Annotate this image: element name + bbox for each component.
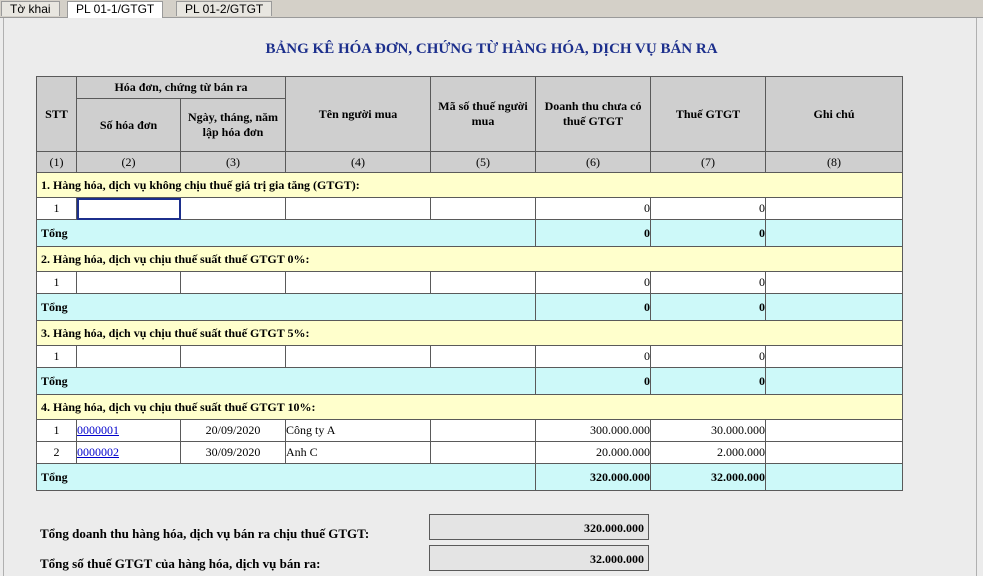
note-cell[interactable]	[766, 346, 903, 368]
total-revenue: 320.000.000	[536, 464, 651, 491]
invoice-no-cell[interactable]	[77, 346, 181, 368]
revenue-cell[interactable]: 20.000.000	[536, 442, 651, 464]
col-buyer-name: Tên người mua	[286, 77, 431, 152]
total-vat: 0	[651, 368, 766, 395]
invoice-date-cell[interactable]	[181, 198, 286, 220]
total-vat: 32.000.000	[651, 464, 766, 491]
invoice-table	[36, 76, 903, 491]
col-vat: Thuế GTGT	[651, 77, 766, 152]
summary-revenue-value: 320.000.000	[429, 514, 649, 540]
section-2-title: 2. Hàng hóa, dịch vụ chịu thuế suất thuế GTGT 0%:	[37, 247, 903, 272]
col-invoice-group: Hóa đơn, chứng từ bán ra	[77, 77, 286, 99]
idx-8: (8)	[766, 152, 903, 173]
idx-6: (6)	[536, 152, 651, 173]
invoice-date-cell[interactable]: 20/09/2020	[181, 420, 286, 442]
vat-cell[interactable]: 0	[651, 272, 766, 294]
invoice-date-cell[interactable]	[181, 346, 286, 368]
idx-4: (4)	[286, 152, 431, 173]
buyer-name-cell[interactable]	[286, 272, 431, 294]
col-buyer-tax: Mã số thuế người mua	[431, 77, 536, 152]
total-vat: 0	[651, 220, 766, 247]
total-vat: 0	[651, 294, 766, 321]
note-cell[interactable]	[766, 198, 903, 220]
note-cell[interactable]	[766, 442, 903, 464]
invoice-no-cell[interactable]	[77, 272, 181, 294]
invoice-date-cell[interactable]: 30/09/2020	[181, 442, 286, 464]
vat-cell[interactable]: 0	[651, 346, 766, 368]
tab-to-khai[interactable]: Tờ khai	[1, 1, 60, 16]
row-stt: 1	[37, 346, 77, 368]
total-note	[766, 368, 903, 395]
idx-3: (3)	[181, 152, 286, 173]
total-label: Tổng	[37, 368, 536, 395]
buyer-name-cell[interactable]	[286, 346, 431, 368]
total-note	[766, 464, 903, 491]
revenue-cell[interactable]: 0	[536, 198, 651, 220]
invoice-no-cell[interactable]	[77, 198, 181, 220]
idx-2: (2)	[77, 152, 181, 173]
col-invoice-date: Ngày, tháng, năm lập hóa đơn	[181, 99, 286, 152]
buyer-tax-cell[interactable]	[431, 272, 536, 294]
table-row	[37, 346, 903, 368]
buyer-name-cell[interactable]: Anh C	[286, 442, 431, 464]
buyer-tax-cell[interactable]	[431, 346, 536, 368]
idx-5: (5)	[431, 152, 536, 173]
summary-vat-label: Tổng số thuế GTGT của hàng hóa, dịch vụ bán ra:	[40, 556, 321, 571]
col-revenue: Doanh thu chưa có thuế GTGT	[536, 77, 651, 152]
buyer-tax-cell[interactable]	[431, 198, 536, 220]
section-1-title: 1. Hàng hóa, dịch vụ không chịu thuế giá trị gia tăng (GTGT):	[37, 173, 903, 198]
invoice-date-cell[interactable]	[181, 272, 286, 294]
row-stt: 1	[37, 198, 77, 220]
revenue-cell[interactable]: 0	[536, 346, 651, 368]
table-row	[37, 272, 903, 294]
tab-bar	[0, 0, 983, 18]
section-4-title: 4. Hàng hóa, dịch vụ chịu thuế suất thuế GTGT 10%:	[37, 395, 903, 420]
col-stt: STT	[37, 77, 77, 152]
tab-pl-01-2[interactable]: PL 01-2/GTGT	[176, 1, 272, 16]
note-cell[interactable]	[766, 420, 903, 442]
invoice-no-cell[interactable]	[77, 420, 181, 442]
section-3-title: 3. Hàng hóa, dịch vụ chịu thuế suất thuế GTGT 5%:	[37, 321, 903, 346]
summary-vat-value: 32.000.000	[429, 545, 649, 571]
buyer-name-cell[interactable]: Công ty A	[286, 420, 431, 442]
vat-cell[interactable]: 30.000.000	[651, 420, 766, 442]
table-row	[37, 420, 903, 442]
vat-cell[interactable]: 0	[651, 198, 766, 220]
invoice-no-cell[interactable]	[77, 442, 181, 464]
vat-cell[interactable]: 2.000.000	[651, 442, 766, 464]
total-label: Tổng	[37, 294, 536, 321]
buyer-tax-cell[interactable]	[431, 442, 536, 464]
idx-1: (1)	[37, 152, 77, 173]
col-note: Ghi chú	[766, 77, 903, 152]
table-row	[37, 442, 903, 464]
revenue-cell[interactable]: 0	[536, 272, 651, 294]
total-revenue: 0	[536, 220, 651, 247]
summary-revenue-label: Tổng doanh thu hàng hóa, dịch vụ bán ra chịu thuế GTGT:	[40, 526, 370, 541]
row-stt: 1	[37, 272, 77, 294]
buyer-tax-cell[interactable]	[431, 420, 536, 442]
total-note	[766, 294, 903, 321]
tab-pl-01-1[interactable]: PL 01-1/GTGT	[67, 1, 163, 18]
total-revenue: 0	[536, 294, 651, 321]
total-label: Tổng	[37, 464, 536, 491]
buyer-name-cell[interactable]	[286, 198, 431, 220]
invoice-link[interactable]: 0000001	[77, 423, 119, 437]
revenue-cell[interactable]: 300.000.000	[536, 420, 651, 442]
col-invoice-no: Số hóa đơn	[77, 99, 181, 152]
total-revenue: 0	[536, 368, 651, 395]
total-note	[766, 220, 903, 247]
page-title: BẢNG KÊ HÓA ĐƠN, CHỨNG TỪ HÀNG HÓA, DỊCH VỤ BÁN RA	[265, 41, 718, 57]
idx-7: (7)	[651, 152, 766, 173]
invoice-link[interactable]: 0000002	[77, 445, 119, 459]
total-label: Tổng	[37, 220, 536, 247]
note-cell[interactable]	[766, 272, 903, 294]
row-stt: 1	[37, 420, 77, 442]
row-stt: 2	[37, 442, 77, 464]
table-row	[37, 198, 903, 220]
